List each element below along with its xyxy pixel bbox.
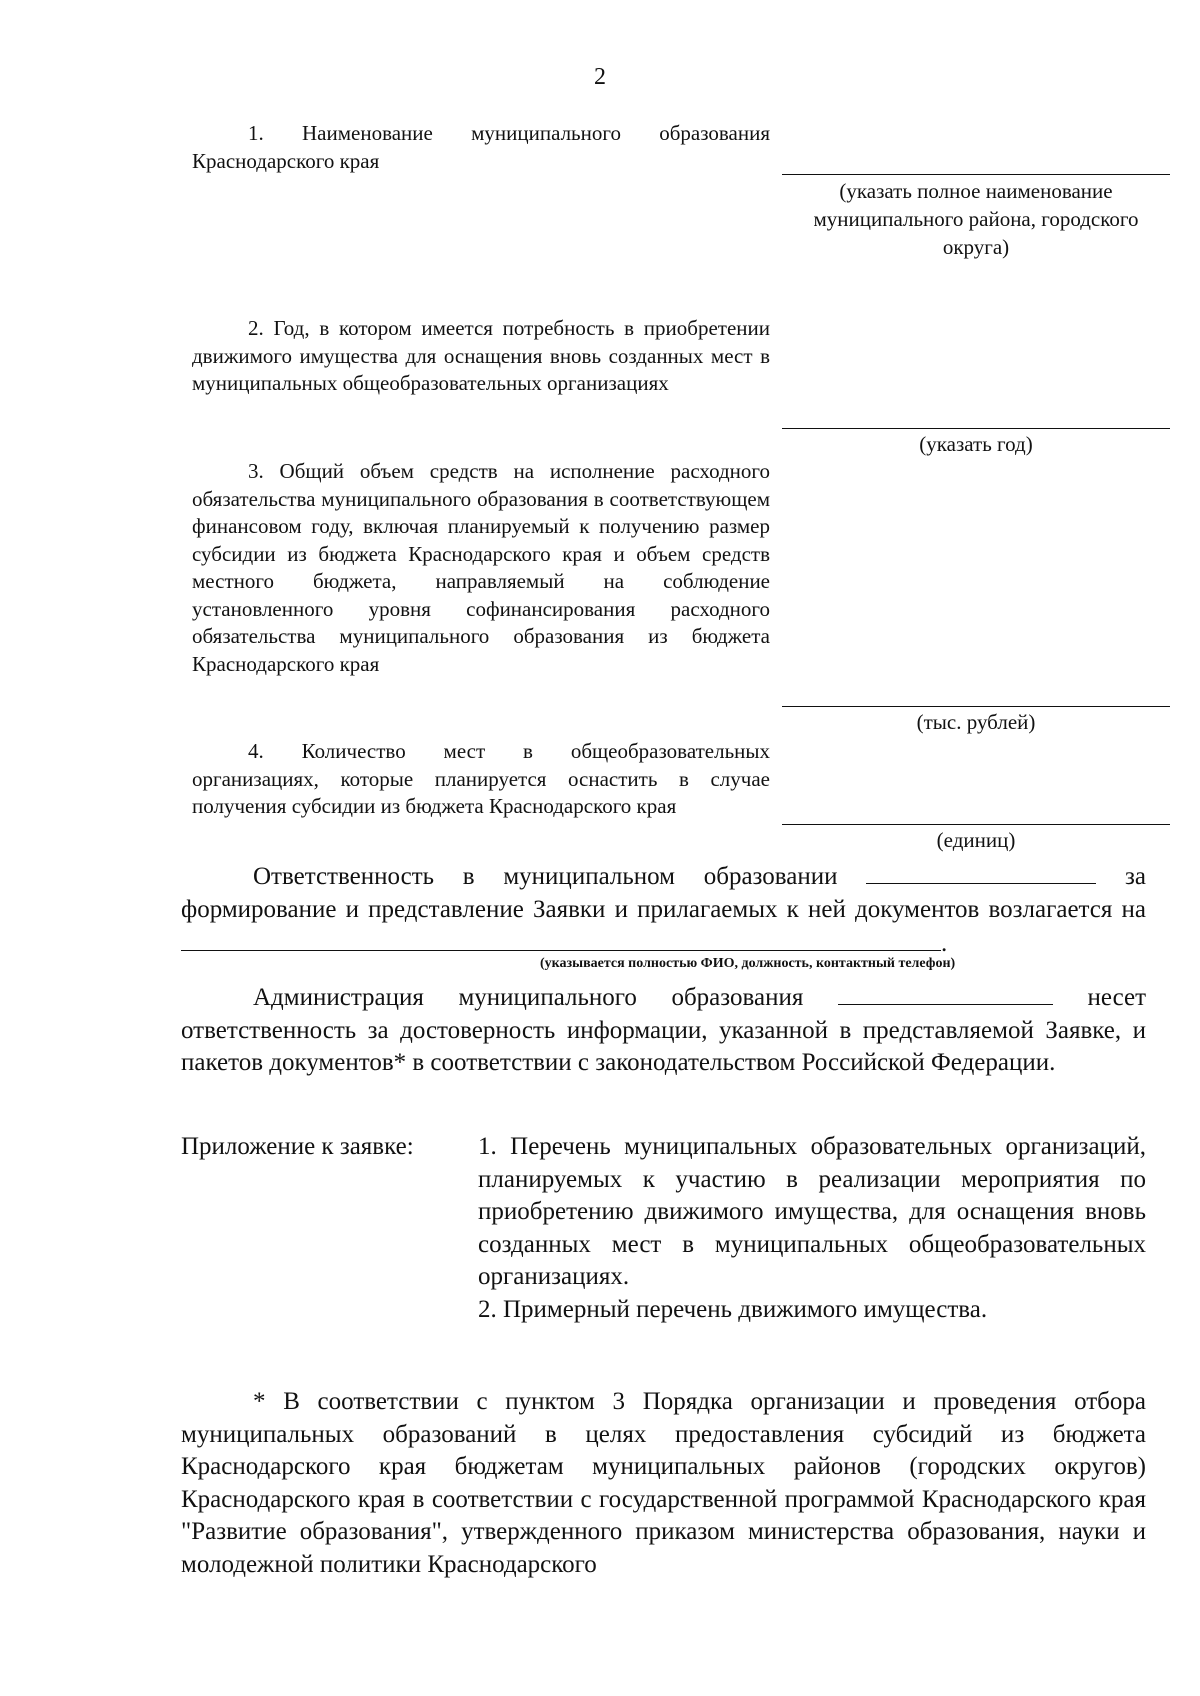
form-item-2-caption: (указать год) <box>919 432 1033 456</box>
appendix-list <box>478 1131 1146 1326</box>
appendix-item-1: 1. Перечень муниципальных образовательных организаций, планируемых к участию в реализации мероприятия по приобретению движимого имущества, для оснащения вновь созданных мест в муниципальных общеобразовательных организациях. <box>478 1133 1146 1290</box>
page-number: 2 <box>594 64 606 90</box>
form-item-1-caption: (указать полное наименование муниципального района, городского округа) <box>813 179 1139 259</box>
form-item-1-fill-line <box>782 174 1170 175</box>
responsible-person-blank <box>181 926 941 951</box>
form-item-2-fill-line <box>782 428 1170 429</box>
form-item-3-label: 3. Общий объем средств на исполнение расходного обязательства муниципального образования в соответствующем финансовом году, включая планируемый к получению размер субсидии из бюджета Краснодарского края и объем средств местного бюджета, направляемый на соблюдение установленного уровня софинансирования расходного обязательства муниципального образования из бюджета Краснодарского края <box>192 459 770 676</box>
administration-blank <box>838 980 1053 1005</box>
appendix-label: Приложение к заявке: <box>181 1133 414 1160</box>
responsibility-text-1: Ответственность в муниципальном образовании <box>253 863 838 890</box>
responsibility-text-2: за формирование и представление Заявки и прилагаемых к ней документов возлагается на <box>181 863 1147 923</box>
administration-text-1: Администрация муниципального образования <box>253 984 804 1011</box>
administration-paragraph <box>181 980 1146 1080</box>
appendix-item-2: 2. Примерный перечень движимого имущества. <box>478 1295 988 1323</box>
footnote-paragraph: * В соответствии с пунктом 3 Порядка организации и проведения отбора муниципальных образований в целях предоставления субсидий из бюджета Краснодарского края бюджетам муниципальных районов (городских округов) Краснодарского края в соответствии с государственной программой Краснодарского края "Развитие образования", утвержденного приказом министерства образования, науки и молодежной политики Краснодарского <box>181 1388 1146 1578</box>
administration-text-2: несет ответственность за достоверность информации, указанной в представляемой Заявке, и пакетов документов* в соответствии с законодательством Российской Федерации. <box>181 984 1147 1076</box>
form-item-4-fill-line <box>782 824 1170 825</box>
responsibility-end: . <box>941 930 948 957</box>
municipality-blank <box>866 859 1096 884</box>
form-item-3-fill-line <box>782 706 1170 707</box>
form-item-3-caption: (тыс. рублей) <box>916 710 1036 734</box>
responsibility-paragraph <box>181 859 1146 961</box>
form-item-1-label: 1. Наименование муниципального образования Краснодарского края <box>192 121 770 173</box>
form-item-2-label: 2. Год, в котором имеется потребность в приобретении движимого имущества для оснащения вновь созданных мест в муниципальных общеобразовательных организациях <box>192 316 770 395</box>
responsible-person-note: (указывается полностью ФИО, должность, контактный телефон) <box>540 956 956 971</box>
form-item-4-label: 4. Количество мест в общеобразовательных организациях, которые планируется оснастить в случае получения субсидии из бюджета Краснодарского края <box>192 739 770 818</box>
form-item-4-caption: (единиц) <box>936 828 1016 852</box>
